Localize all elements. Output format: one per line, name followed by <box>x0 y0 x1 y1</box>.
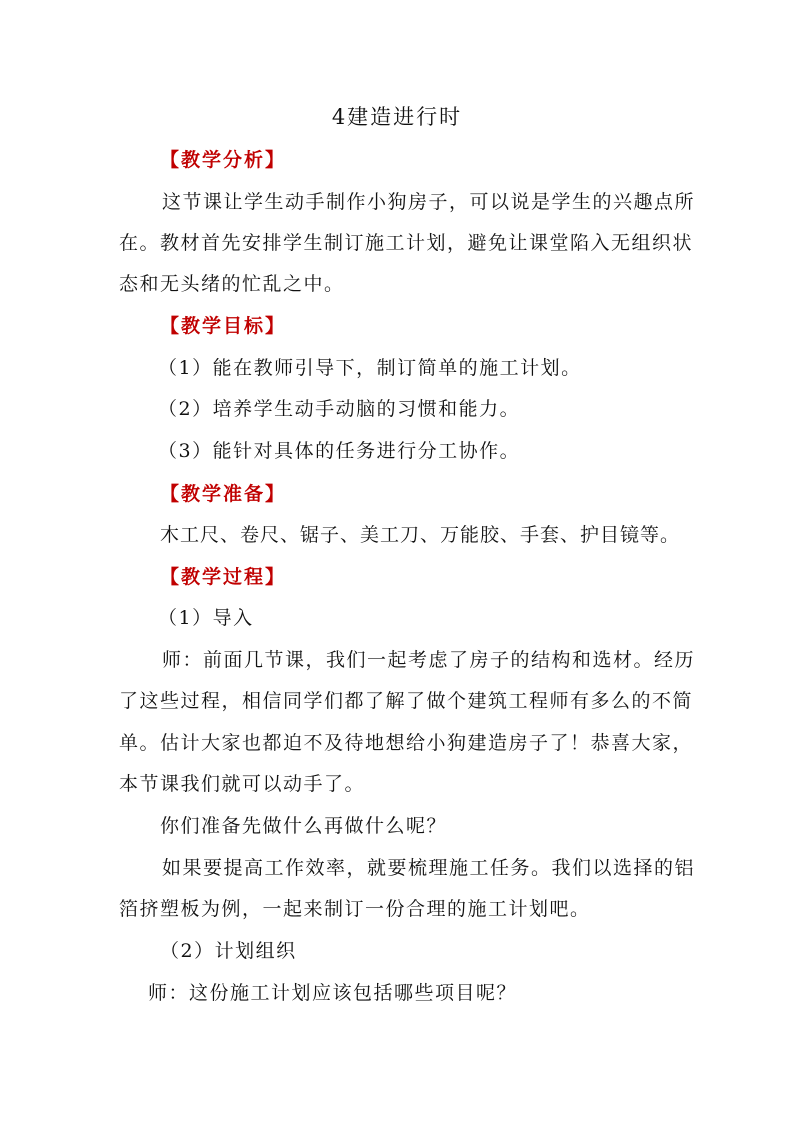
analysis-line-3: 态和无头绪的忙乱之中。 <box>119 273 345 295</box>
process-para1-line-3: 单。估计大家也都迫不及待地想给小狗建造房子了！恭喜大家， <box>119 732 694 754</box>
process-step-2: （2）计划组织 <box>160 940 297 962</box>
section-heading-goals: 【教学目标】 <box>160 315 287 337</box>
process-step-1: （1）导入 <box>158 607 254 629</box>
document-title: 4建造进行时 <box>331 105 463 129</box>
process-para4: 师：这份施工计划应该包括哪些项目呢？ <box>148 982 518 1004</box>
goal-item-2: （2）培养学生动手动脑的习惯和能力。 <box>158 398 521 420</box>
process-para2: 你们准备先做什么再做什么呢？ <box>160 815 448 837</box>
process-para1-line-1: 师：前面几节课，我们一起考虑了房子的结构和选材。经历 <box>162 649 696 671</box>
section-heading-process: 【教学过程】 <box>160 566 287 588</box>
section-heading-analysis: 【教学分析】 <box>160 149 287 171</box>
process-para3-line-2: 箔挤塑板为例，一起来制订一份合理的施工计划吧。 <box>119 898 591 920</box>
process-para1-line-2: 了这些过程，相信同学们都了解了做个建筑工程师有多么的不简 <box>119 690 694 712</box>
preparation-text: 木工尺、卷尺、锯子、美工刀、万能胶、手套、护目镜等。 <box>160 524 681 546</box>
goal-item-3: （3）能针对具体的任务进行分工协作。 <box>158 440 521 462</box>
analysis-line-1: 这节课让学生动手制作小狗房子，可以说是学生的兴趣点所 <box>162 191 696 213</box>
section-heading-preparation: 【教学准备】 <box>160 483 287 505</box>
process-para1-line-4: 本节课我们就可以动手了。 <box>119 773 366 795</box>
goal-item-1: （1）能在教师引导下，制订简单的施工计划。 <box>158 357 582 379</box>
analysis-line-2: 在。教材首先安排学生制订施工计划，避免让课堂陷入无组织状 <box>119 232 694 254</box>
process-para3-line-1: 如果要提高工作效率，就要梳理施工任务。我们以选择的铝 <box>162 857 696 879</box>
